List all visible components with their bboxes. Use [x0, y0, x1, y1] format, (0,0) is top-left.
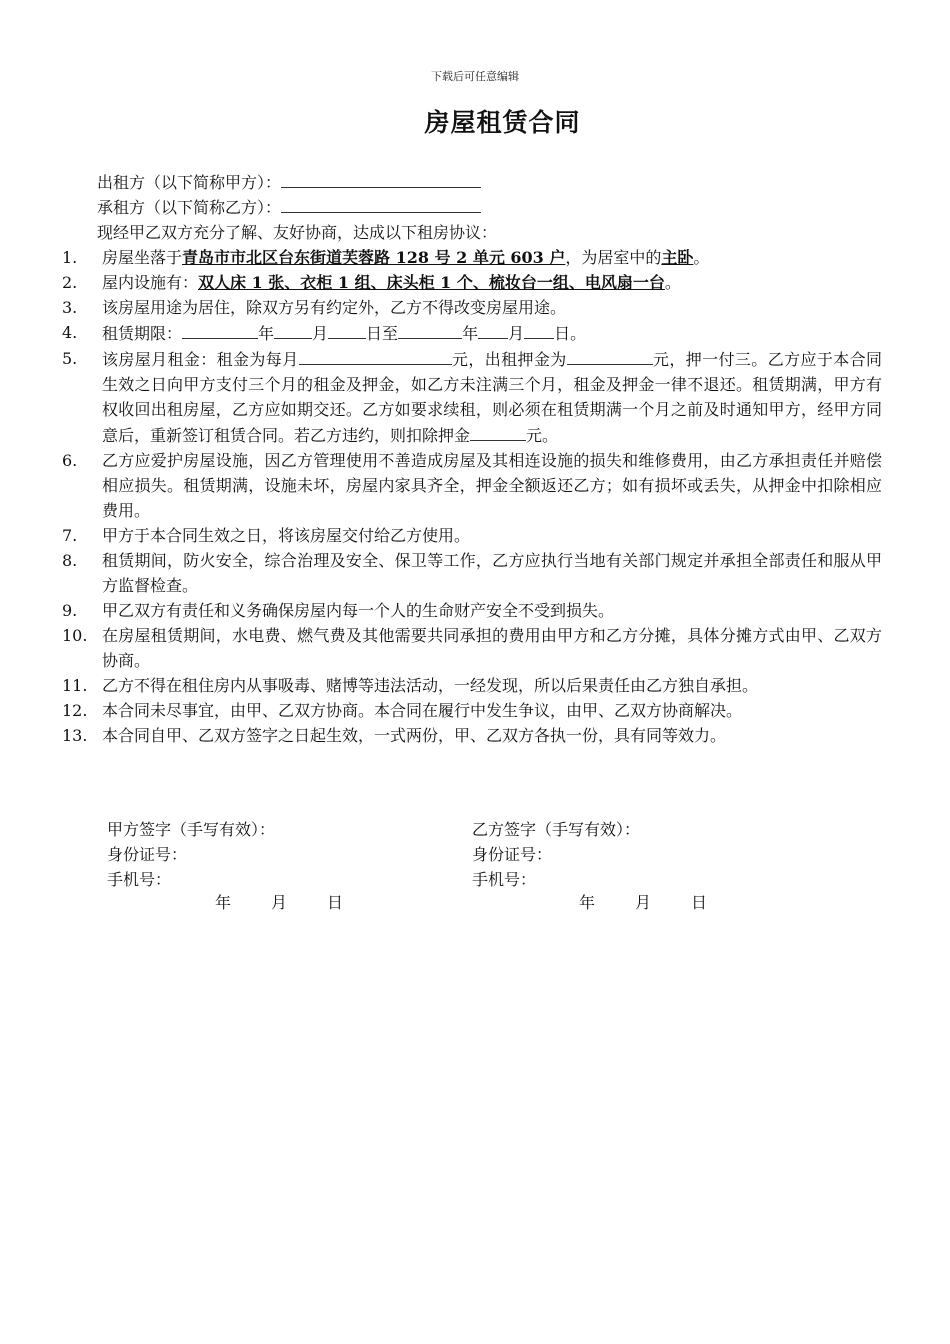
clause-text: 乙方应爱护房屋设施，因乙方管理使用不善造成房屋及其相连设施的损失和维修费用，由乙方承担责任并赔偿相应损失。租赁期满，设施未坏，房屋内家具齐全，押金全额返还乙方；如有损坏或丢失，从押金中扣除相应费用。 [102, 451, 882, 520]
room-type: 主卧 [661, 248, 694, 267]
clause-text: 房屋坐落于 [102, 248, 183, 267]
clause-text: 本合同未尽事宜，由甲、乙双方协商。本合同在履行中发生争议，由甲、乙双方协商解决。 [102, 701, 743, 720]
clause-number: 8. [62, 551, 78, 570]
end-day-blank[interactable] [524, 320, 554, 339]
clause-text: 甲方于本合同生效之日，将该房屋交付给乙方使用。 [102, 526, 471, 545]
lessee-blank[interactable] [281, 195, 481, 213]
clause-text: 租赁期间，防火安全，综合治理及安全、保卫等工作，乙方应执行当地有关部门规定并承担全部责任和服从甲方监督检查。 [102, 551, 882, 595]
clause-number: 5. [62, 349, 78, 368]
lessor-line [97, 170, 497, 195]
party-b-id-label[interactable]: 身份证号： [472, 845, 553, 864]
party-a-sign-label[interactable]: 甲方签字（手写有效）： [107, 820, 276, 839]
clause-number: 13. [62, 726, 88, 745]
clause-number: 2. [62, 273, 78, 292]
lessee-line [97, 195, 497, 220]
header-note: 下载后可任意编辑 [431, 70, 519, 83]
clause-number: 10. [62, 626, 88, 645]
clause-8 [62, 548, 882, 598]
clause-text: 屋内设施有： [102, 273, 199, 292]
clause-text: 甲乙双方有责任和义务确保房屋内每一个人的生命财产安全不受到损失。 [102, 601, 615, 620]
clause-text: 在房屋租赁期间，水电费、燃气费及其他需要共同承担的费用由甲方和乙方分摊，具体分摊方式由甲、乙双方协商。 [102, 626, 882, 670]
clause-12 [62, 698, 882, 723]
party-b-phone-label[interactable]: 手机号： [472, 870, 537, 889]
party-a-id-label[interactable]: 身份证号： [107, 845, 188, 864]
start-year-blank[interactable] [182, 320, 258, 339]
lessee-label: 承租方（以下简称乙方）： [97, 198, 282, 217]
clause-text: ，为居室中的 [565, 248, 662, 267]
clause-11 [62, 673, 882, 698]
clause-list [62, 245, 882, 748]
party-a-phone-label[interactable]: 手机号： [107, 870, 172, 889]
clause-number: 7. [62, 526, 78, 545]
clause-number: 12. [62, 701, 88, 720]
end-month-blank[interactable] [478, 320, 508, 339]
party-b-signature-block [472, 817, 640, 892]
clause-6 [62, 448, 882, 523]
clause-2: 2. 屋内设施有：双人床 1 张、衣柜 1 组、床头柜 1 个、梳妆台一组、电风扇一台。 [62, 270, 882, 295]
end-year-blank[interactable] [398, 320, 462, 339]
page-title: 房屋租赁合同 [424, 108, 581, 137]
clause-text: 乙方不得在租住房内从事吸毒、赌博等违法活动，一经发现，所以后果责任由乙方独自承担。 [102, 676, 759, 695]
facilities-list: 双人床 1 张、衣柜 1 组、床头柜 1 个、梳妆台一组、电风扇一台 [198, 273, 665, 292]
clause-1: 1. 房屋坐落于青岛市市北区台东街道芙蓉路 128 号 2 单元 603 户，为居室中的主卧。 [62, 245, 882, 270]
clause-text: 本合同自甲、乙双方签字之日起生效，一式两份，甲、乙双方各执一份，具有同等效力。 [102, 726, 727, 745]
clause-9 [62, 598, 882, 623]
clause-number: 6. [62, 451, 78, 470]
clause-text: 该房屋用途为居住，除双方另有约定外，乙方不得改变房屋用途。 [102, 298, 567, 317]
lessor-blank[interactable] [281, 170, 481, 188]
clause-number: 1. [62, 248, 78, 267]
clause-5: 5. 该房屋月租金：租金为每月 元，出租押金为 元，押一付三。乙方应于本合同生效之日向甲方支付三个月的租金及押金，如乙方未注满三个月，租金及押金一律不退还。租赁期满，甲方有权收回出租房屋，乙方应如期交还。乙方如要求续租，则必须在租赁期满一个月之前及时通知甲方，经甲方同意后，重新签订租赁合同。若乙方违约，则扣除押金 元。 [62, 346, 882, 448]
clause-4: 4. 租赁期限： 年 月 日至 年 月 日。 [62, 320, 882, 346]
monthly-rent-blank[interactable] [299, 346, 452, 365]
lessor-label: 出租方（以下简称甲方）： [97, 173, 282, 192]
clause-3 [62, 295, 882, 320]
party-a-date[interactable]: 年 月 日 [215, 893, 344, 912]
start-day-blank[interactable] [328, 320, 366, 339]
clause-10 [62, 623, 882, 673]
clause-number: 11. [62, 676, 88, 695]
party-b-date[interactable]: 年 月 日 [579, 893, 708, 912]
party-b-sign-label[interactable]: 乙方签字（手写有效）： [472, 820, 641, 839]
clause-number: 3. [62, 298, 78, 317]
party-a-signature-block [107, 817, 275, 892]
clause-number: 9. [62, 601, 78, 620]
start-month-blank[interactable] [274, 320, 312, 339]
preamble: 现经甲乙双方充分了解、友好协商，达成以下租房协议： [97, 223, 498, 242]
property-address: 青岛市市北区台东街道芙蓉路 128 号 2 单元 603 户 [182, 248, 566, 267]
clause-number: 4. [62, 323, 78, 342]
deposit-blank[interactable] [567, 346, 653, 365]
clause-13 [62, 723, 882, 748]
penalty-blank[interactable] [470, 422, 526, 441]
intro-section [97, 170, 497, 245]
clause-7 [62, 523, 882, 548]
